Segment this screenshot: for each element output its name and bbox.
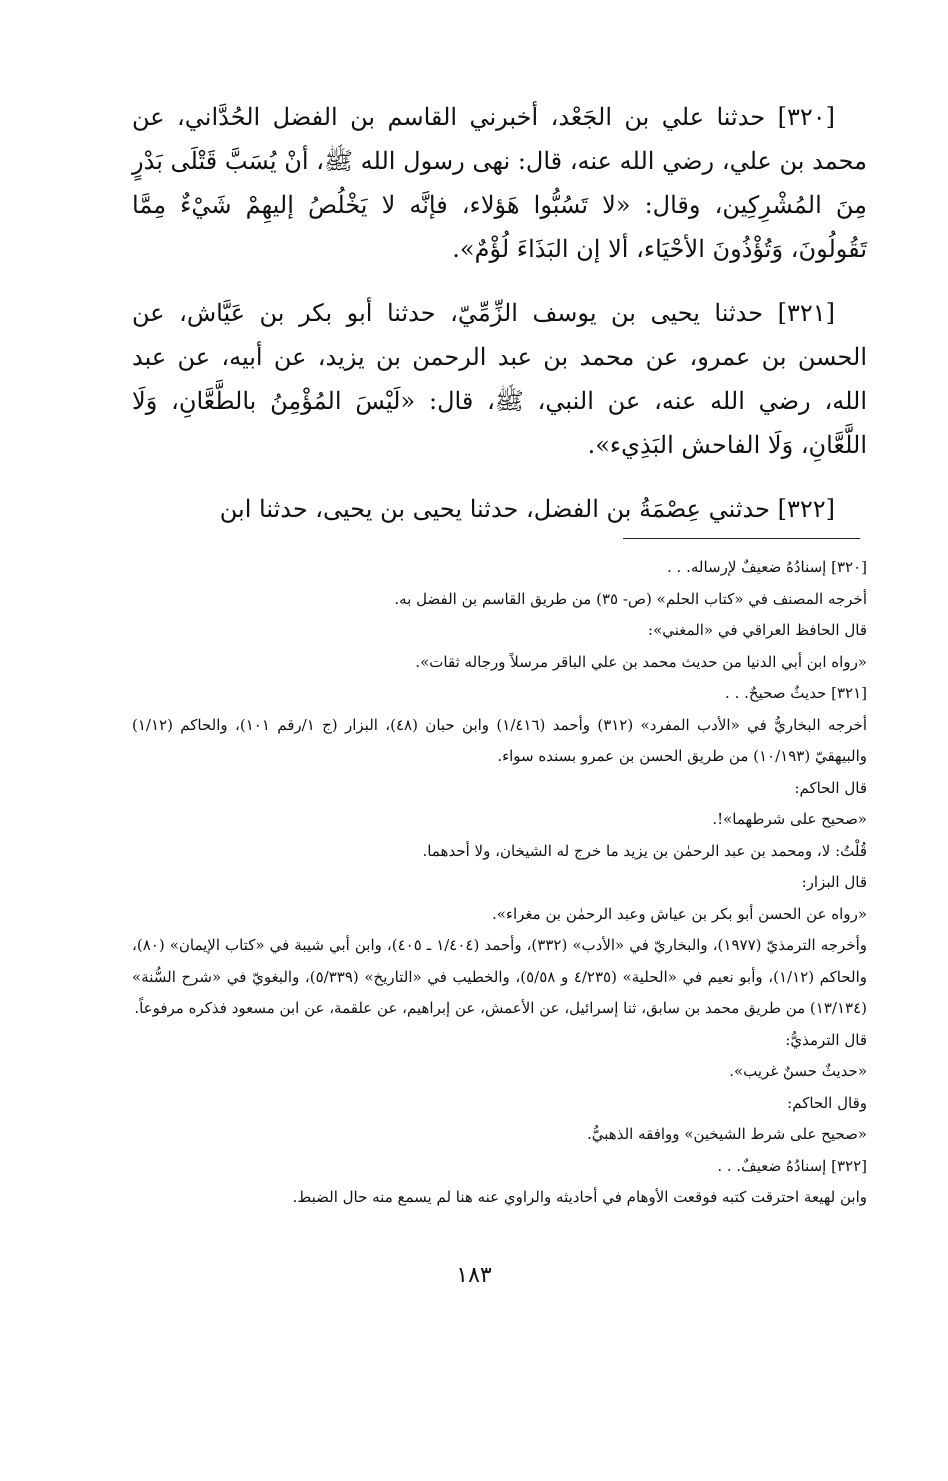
footnote-line: قال البزار: <box>801 873 867 891</box>
footnote-line: أخرجه المصنف في «كتاب الحلم» (ص- ٣٥) من طريق القاسم بن الفضل به. <box>394 589 867 608</box>
page-number: ١٨٣ <box>456 1263 492 1288</box>
hadith-322: [٣٢٢] حدثني عِصْمَةُ بن الفضل، حدثنا يحيى بن يحيى، حدثنا ابن <box>219 495 835 523</box>
footnote-line: [٣٢١] حديثٌ صحيحٌ. . . <box>725 684 867 702</box>
footnote-line: [٣٢٢] إسنادُهُ ضعيفٌ. . . <box>717 1156 867 1175</box>
footnote-line: «رواه عن الحسن أبو بكر بن عياش وعبد الرحمٰن بن مغراء». <box>491 904 867 923</box>
footnote-line: قال الترمذيُّ: <box>785 1030 867 1049</box>
main-text <box>132 95 867 531</box>
hadith-321: [٣٢١] حدثنا يحيى بن يوسف الزِّمِّيّ، حدثنا أبو بكر بن عَيَّاش، عن الحسن بن عمرو، عن محمد بن عبد الرحمن بن يزيد، عن أبيه، عن عبد الله، رضي الله عنه، عن النبي، ﷺ، قال: «لَيْسَ المُؤْمِنُ بالطَّعَّانِ، وَلَا اللَّعَّانِ، وَلَا الفاحش البَذِيء». <box>132 299 867 459</box>
footnote-line: وابن لهيعة احترقت كتبه فوقعت الأوهام في أحاديثه والراوي عنه هنا لم يسمع منه حال الضبط. <box>292 1188 867 1206</box>
footnote-line: [٣٢٠] إسنادُهُ ضعيفٌ لإرساله. . . <box>667 558 867 576</box>
hadith-320: [٣٢٠] حدثنا علي بن الجَعْد، أخبرني القاسم بن الفضل الحُدَّاني، عن محمد بن علي، رضي الله عنه، قال: نهى رسول الله ﷺ، أنْ يُسَبَّ قَتْلَى بَدْرٍ مِنَ المُشْرِكِين، وقال: «لا تَسُبُّوا هَؤلاء، فإنَّه لا يَخْلُصُ إليهِمْ شَيْءٌ مِمَّا تَقُولُونَ، وَتُؤْذُونَ الأحْيَاء، ألا إن البَذَاءَ لُؤْمٌ». <box>132 103 867 263</box>
footnote-line: قال الحاكم: <box>794 778 867 797</box>
footnote-line: وأخرجه الترمذيّ (١٩٧٧)، والبخاريّ في «الأدب» (٣٣٢)، وأحمد (١/٤٠٤ ـ ٤٠٥)، وابن أبي شيبة في «كتاب الإيمان» (٨٠)، والحاكم (١/١٢)، وأبو نعيم في «الحلية» (٤/٢٣٥ و ٥/٥٨)، والخطيب في «التاريخ» (٥/٣٣٩)، والبغويّ في «شرح السُّنة» (١٣/١٣٤) من طريق محمد بن سابق، ثنا إسرائيل، عن الأعمش، عن إبراهيم، عن علقمة، عن ابن مسعود فذكره مرفوعاً. <box>132 936 868 1017</box>
footnote-line: قال الحافظ العراقي في «المغني»: <box>648 621 867 639</box>
footnote-line: «صحيح على شرطهما»!. <box>712 810 867 828</box>
footnotes <box>132 552 867 1214</box>
footnote-line: «حديثٌ حسنٌ غريب». <box>729 1062 867 1080</box>
footnote-line: قُلْتُ: لا، ومحمد بن عبد الرحمٰن بن يزيد ما خرج له الشيخان، ولا أحدهما. <box>422 841 867 860</box>
footnote-line: «رواه ابن أبي الدنيا من حديث محمد بن علي الباقر مرسلاً ورجاله ثقات». <box>415 652 867 671</box>
footnote-line: وقال الحاكم: <box>787 1093 867 1112</box>
footnote-line: أخرجه البخاريُّ في «الأدب المفرد» (٣١٢) وأحمد (١/٤١٦) وابن حبان (٤٨)، البزار (ج ١/رقم ١٠١)، والحاكم (١/١٢) والبيهقيّ (١٠/١٩٣) من طريق الحسن بن عمرو بسنده سواء. <box>132 715 867 765</box>
footnote-divider <box>623 538 860 539</box>
footnote-line: «صحيح على شرط الشيخين» ووافقه الذهبيُّ. <box>586 1125 867 1143</box>
